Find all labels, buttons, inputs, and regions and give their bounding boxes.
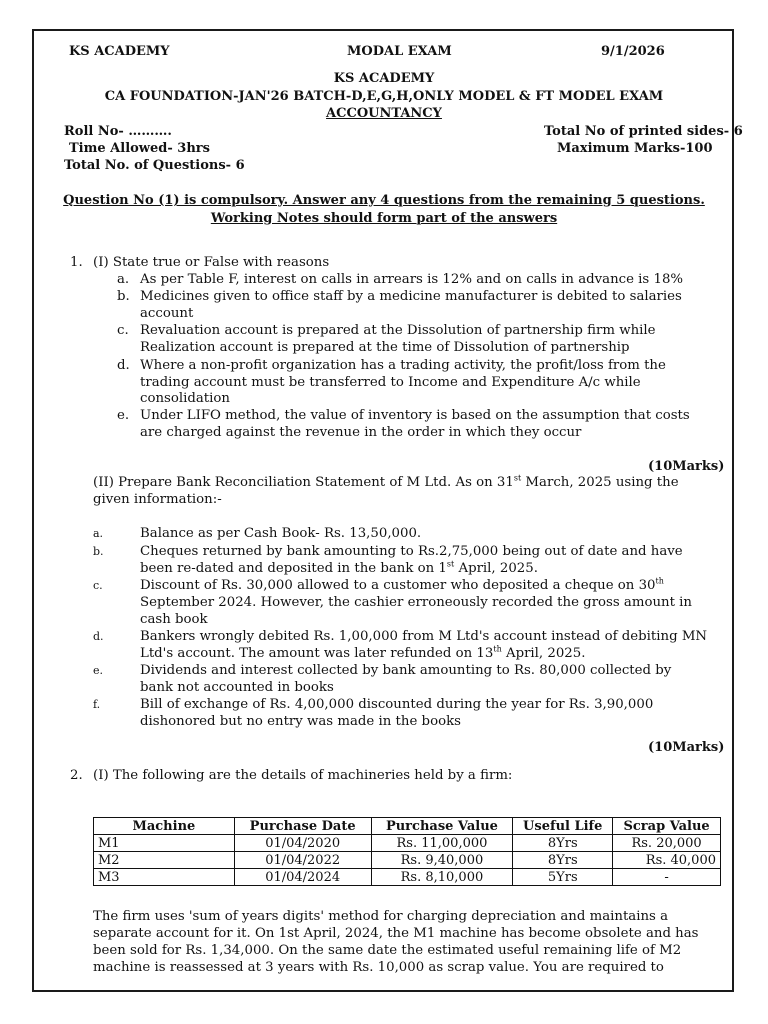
brs-b-sup: st bbox=[446, 559, 455, 569]
brs-c-label: c. bbox=[93, 579, 103, 592]
cell-purchase-value: Rs. 9,40,000 bbox=[371, 852, 513, 869]
cell-machine: M1 bbox=[94, 835, 235, 852]
cell-scrap-value: Rs. 40,000 bbox=[613, 852, 721, 869]
brs-d-line2-text: Ltd's account. The amount was later refunded on 13 bbox=[140, 646, 494, 661]
q2-intro: (I) The following are the details of machineries held by a firm: bbox=[93, 768, 513, 783]
q1-part1-heading: (I) State true or False with reasons bbox=[93, 255, 330, 270]
cell-useful-life: 8Yrs bbox=[513, 835, 613, 852]
q1-item-e-label: e. bbox=[117, 408, 130, 423]
brs-d-label: d. bbox=[93, 630, 104, 643]
roll-no: Roll No- ………. bbox=[64, 124, 172, 139]
q1-item-c-label: c. bbox=[117, 323, 129, 338]
instruction-text-2: Working Notes should form part of the answers bbox=[210, 211, 558, 226]
q2-number: 2. bbox=[70, 768, 83, 783]
q1-item-d-line2: trading account must be transferred to Income and Expenditure A/c while bbox=[140, 375, 641, 390]
brs-f-line1: Bill of exchange of Rs. 4,00,000 discounted during the year for Rs. 3,90,000 bbox=[140, 697, 654, 712]
q1-item-c-line1: Revaluation account is prepared at the Dissolution of partnership firm while bbox=[140, 323, 656, 338]
brs-b-label: b. bbox=[93, 545, 104, 558]
machinery-table bbox=[93, 817, 721, 886]
brs-b-line2-text: been re-dated and deposited in the bank on 1 bbox=[140, 561, 447, 576]
title-institute: KS ACADEMY bbox=[333, 71, 435, 86]
title-exam: CA FOUNDATION-JAN'26 BATCH-D,E,G,H,ONLY MODEL & FT MODEL EXAM bbox=[104, 89, 664, 104]
instruction-line-2 bbox=[34, 211, 734, 226]
brs-a-label: a. bbox=[93, 527, 104, 540]
cell-machine: M2 bbox=[94, 852, 235, 869]
q1-part2-line1-text: (II) Prepare Bank Reconciliation Statement of M Ltd. As on 31 bbox=[93, 475, 514, 490]
table-row bbox=[94, 835, 721, 852]
time-allowed: Time Allowed- 3hrs bbox=[69, 141, 210, 156]
q1-part2-line1 bbox=[93, 474, 679, 491]
q1-part2-sup: st bbox=[513, 473, 522, 483]
brs-b-line2 bbox=[140, 560, 538, 577]
col-header-machine: Machine bbox=[94, 818, 235, 835]
brs-b-line2-rest: April, 2025. bbox=[454, 561, 538, 576]
col-header-purchase-value: Purchase Value bbox=[371, 818, 513, 835]
cell-machine: M3 bbox=[94, 869, 235, 886]
maximum-marks: Maximum Marks-100 bbox=[557, 141, 713, 156]
cell-purchase-date: 01/04/2020 bbox=[234, 835, 371, 852]
cell-purchase-value: Rs. 11,00,000 bbox=[371, 835, 513, 852]
q1-item-c-line2: Realization account is prepared at the time of Dissolution of partnership bbox=[140, 340, 630, 355]
header-center: MODAL EXAM bbox=[347, 44, 452, 59]
printed-sides: Total No of printed sides- 6 bbox=[544, 124, 743, 139]
brs-e-label: e. bbox=[93, 664, 104, 677]
col-header-purchase-date: Purchase Date bbox=[234, 818, 371, 835]
q1-marks-part2: (10Marks) bbox=[648, 740, 725, 755]
q1-item-d-label: d. bbox=[117, 358, 130, 373]
brs-e-line1: Dividends and interest collected by bank amounting to Rs. 80,000 collected by bbox=[140, 663, 672, 678]
brs-a-line1: Balance as per Cash Book- Rs. 13,50,000. bbox=[140, 526, 422, 541]
brs-d-line2 bbox=[140, 645, 585, 662]
q1-item-d-line3: consolidation bbox=[140, 391, 230, 406]
cell-purchase-date: 01/04/2022 bbox=[234, 852, 371, 869]
q2-para-line2: separate account for it. On 1st April, 2024, the M1 machine has become obsolete and has bbox=[93, 926, 699, 941]
instruction-text-1: Question No (1) is compulsory. Answer any 4 questions from the remaining 5 questions. bbox=[63, 193, 705, 208]
col-header-useful-life: Useful Life bbox=[513, 818, 613, 835]
cell-scrap-value: - bbox=[613, 869, 721, 886]
q1-item-b-line1: Medicines given to office staff by a medicine manufacturer is debited to salaries bbox=[140, 289, 682, 304]
cell-useful-life: 5Yrs bbox=[513, 869, 613, 886]
q1-item-a-label: a. bbox=[117, 272, 130, 287]
q1-item-e-line1: Under LIFO method, the value of inventory is based on the assumption that costs bbox=[140, 408, 690, 423]
brs-c-line1 bbox=[140, 577, 664, 594]
brs-b-line1: Cheques returned by bank amounting to Rs.2,75,000 being out of date and have bbox=[140, 544, 683, 559]
table-header-row bbox=[94, 818, 721, 835]
q2-para-line3: been sold for Rs. 1,34,000. On the same date the estimated useful remaining life of M2 bbox=[93, 943, 682, 958]
q2-para-line4: machine is reassessed at 3 years with Rs. 10,000 as scrap value. You are required to bbox=[93, 960, 664, 975]
q1-marks-part1: (10Marks) bbox=[648, 459, 725, 474]
subject-text: ACCOUNTANCY bbox=[326, 106, 442, 121]
brs-e-line2: bank not accounted in books bbox=[140, 680, 334, 695]
brs-c-sup: th bbox=[655, 576, 664, 586]
cell-scrap-value: Rs. 20,000 bbox=[613, 835, 721, 852]
q1-number: 1. bbox=[70, 255, 83, 270]
brs-f-line2: dishonored but no entry was made in the books bbox=[140, 714, 461, 729]
brs-c-line2: September 2024. However, the cashier erroneously recorded the gross amount in bbox=[140, 595, 692, 610]
header-date: 9/1/2026 bbox=[601, 44, 665, 59]
q1-item-d-line1: Where a non-profit organization has a trading activity, the profit/loss from the bbox=[140, 358, 666, 373]
header-left: KS ACADEMY bbox=[69, 44, 170, 59]
col-header-scrap-value: Scrap Value bbox=[613, 818, 721, 835]
q2-para-line1: The firm uses 'sum of years digits' method for charging depreciation and maintains a bbox=[93, 909, 669, 924]
total-questions: Total No. of Questions- 6 bbox=[64, 158, 245, 173]
q1-item-b-label: b. bbox=[117, 289, 130, 304]
q1-part2-line2: given information:- bbox=[93, 492, 222, 507]
brs-f-label: f. bbox=[93, 698, 101, 711]
cell-useful-life: 8Yrs bbox=[513, 852, 613, 869]
q1-item-b-line2: account bbox=[140, 306, 194, 321]
table-row bbox=[94, 852, 721, 869]
brs-d-line2-rest: April, 2025. bbox=[501, 646, 586, 661]
cell-purchase-value: Rs. 8,10,000 bbox=[371, 869, 513, 886]
title-subject bbox=[34, 106, 734, 121]
instruction-line-1 bbox=[34, 193, 734, 208]
q1-item-a-line1: As per Table F, interest on calls in arrears is 12% and on calls in advance is 18% bbox=[140, 272, 684, 287]
brs-c-line1-text: Discount of Rs. 30,000 allowed to a customer who deposited a cheque on 30 bbox=[140, 578, 656, 593]
q1-item-e-line2: are charged against the revenue in the order in which they occur bbox=[140, 425, 582, 440]
brs-d-line1: Bankers wrongly debited Rs. 1,00,000 from M Ltd's account instead of debiting MN bbox=[140, 629, 708, 644]
q1-part2-line1-rest: March, 2025 using the bbox=[521, 475, 679, 490]
brs-c-line3: cash book bbox=[140, 612, 208, 627]
cell-purchase-date: 01/04/2024 bbox=[234, 869, 371, 886]
table-row bbox=[94, 869, 721, 886]
brs-d-sup: th bbox=[493, 644, 502, 654]
